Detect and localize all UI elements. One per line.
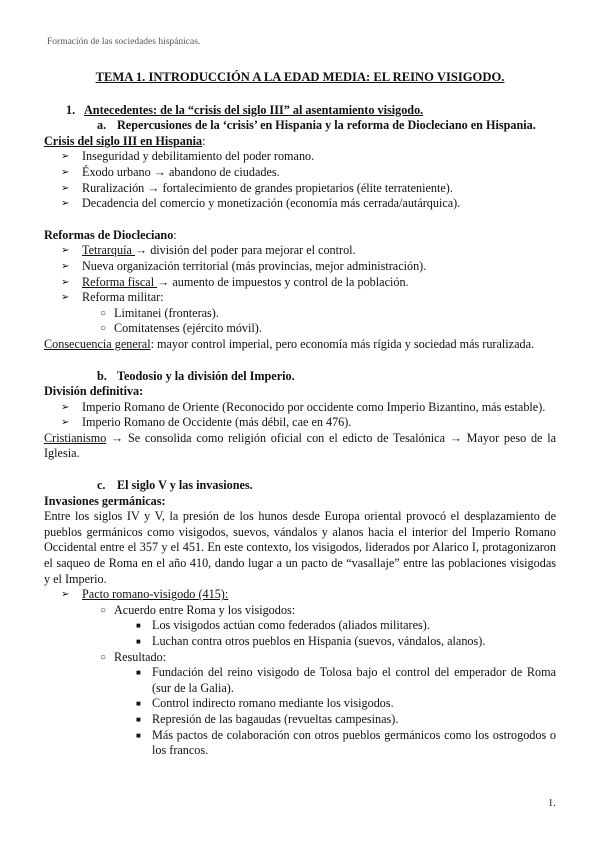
- section-1-text: Antecedentes: de la “crisis del siglo III” al asentamiento visigodo.: [84, 102, 424, 117]
- reformas-heading: [44, 228, 556, 244]
- cristianismo-line: [44, 431, 556, 462]
- subsection-c-title: El siglo V y las invasiones.: [117, 478, 253, 493]
- page-title: TEMA 1. INTRODUCCIÓN A LA EDAD MEDIA: EL REINO VISIGODO.: [95, 70, 505, 84]
- arrow-bullet-icon: ➢: [61, 245, 70, 257]
- list-item: ➢ Ruralización → fortalecimiento de grandes propietarios (élite terrateniente).: [61, 180, 453, 195]
- list-item: ➢ Imperio Romano de Oriente (Reconocido por occidente como Imperio Bizantino, más estable).: [61, 399, 546, 414]
- square-bullet-icon: ■: [136, 699, 141, 709]
- list-item: ■ Más pactos de colaboración con otros pueblos germánicos como los ostrogodos o los francos.: [136, 727, 556, 758]
- cristianismo-text: → Se consolida como religión oficial con el edicto de Tesalónica → Mayor peso de la Iglesia.: [44, 430, 556, 461]
- subsection-c-heading: [97, 478, 556, 494]
- division-heading: División definitiva:: [44, 384, 144, 399]
- arrow-bullet-icon: ➢: [61, 151, 70, 163]
- document-body: [44, 70, 556, 759]
- page-header: Formación de las sociedades hispánicas.: [47, 37, 201, 47]
- crisis-heading: [44, 134, 556, 150]
- square-bullet-icon: ■: [136, 621, 141, 631]
- list-item: ■ Represión de las bagaudas (revueltas campesinas).: [136, 711, 399, 726]
- subsection-b-heading: [97, 369, 556, 385]
- list-item: ➢ Inseguridad y debilitamiento del poder romano.: [61, 149, 315, 164]
- list-item: ○ Limitanei (fronteras).: [100, 305, 219, 320]
- cristianismo-label: Cristianismo: [44, 430, 107, 445]
- consecuencia-label: Consecuencia general: [44, 336, 151, 351]
- subsection-c-letter: c.: [97, 478, 106, 493]
- invasiones-heading: Invasiones germánicas:: [44, 493, 166, 508]
- section-1-number: 1.: [66, 102, 76, 117]
- arrow-bullet-icon: ➢: [61, 260, 70, 272]
- list-item: ○ Resultado:: [100, 649, 167, 664]
- list-item: ○ Comitatenses (ejército móvil).: [100, 321, 262, 336]
- reformas-heading-text: Reformas de Diocleciano: [44, 227, 174, 242]
- circle-bullet-icon: ○: [100, 651, 107, 663]
- list-item: ■ Los visigodos actúan como federados (aliados militares).: [136, 618, 430, 633]
- list-item: ➢ Decadencia del comercio y monetización (economía más cerrada/autárquica).: [61, 196, 461, 211]
- crisis-heading-suffix: :: [202, 133, 206, 148]
- list-item: ➢ Reforma fiscal → aumento de impuestos y control de la población.: [61, 274, 409, 289]
- arrow-bullet-icon: ➢: [61, 401, 70, 413]
- section-1-heading: [66, 103, 556, 119]
- arrow-bullet-icon: ➢: [61, 589, 70, 601]
- list-item: ■ Control indirecto romano mediante los visigodos.: [136, 696, 394, 711]
- arrow-bullet-icon: ➢: [61, 198, 70, 210]
- arrow-bullet-icon: ➢: [61, 182, 70, 194]
- subsection-b-letter: b.: [97, 368, 107, 383]
- circle-bullet-icon: ○: [100, 307, 107, 319]
- square-bullet-icon: ■: [136, 668, 141, 678]
- square-bullet-icon: ■: [136, 714, 141, 724]
- page-number: 1.: [548, 798, 556, 809]
- arrow-bullet-icon: ➢: [61, 166, 70, 178]
- list-item: ➢ Nueva organización territorial (más provincias, mejor administración).: [61, 258, 427, 273]
- square-bullet-icon: ■: [136, 730, 141, 740]
- arrow-bullet-icon: ➢: [61, 417, 70, 429]
- list-item: ○ Acuerdo entre Roma y los visigodos:: [100, 602, 296, 617]
- reformas-heading-suffix: :: [173, 227, 177, 242]
- subsection-a-heading: [97, 118, 556, 134]
- consecuencia-line: [44, 337, 556, 353]
- list-item: ➢ Imperio Romano de Occidente (más débil, cae en 476).: [61, 415, 352, 430]
- pacto-label: Pacto romano-visigodo (415):: [82, 587, 229, 602]
- subsection-b-title: Teodosio y la división del Imperio.: [117, 368, 295, 383]
- list-item: [44, 587, 556, 603]
- subsection-a-letter: a.: [97, 118, 107, 133]
- crisis-heading-text: Crisis del siglo III en Hispania: [44, 133, 203, 148]
- arrow-bullet-icon: ➢: [61, 292, 70, 304]
- list-item: ➢ Éxodo urbano → abandono de ciudades.: [61, 164, 280, 179]
- consecuencia-text: : mayor control imperial, pero economía más rígida y sociedad más ruralizada.: [150, 336, 535, 351]
- list-item: ■ Luchan contra otros pueblos en Hispania (suevos, vándalos, alanos).: [136, 634, 486, 648]
- invasiones-paragraph: Entre los siglos IV y V, la presión de los hunos desde Europa oriental provocó el desplazamiento de pueblos germánicos como visigodos, suevos, vándalos y alanos hacia el interior del Imperio Romano Occidental entre el 357 y el 451. En este contexto, los visigodos, liderados por Alarico I, protagonizaron el saqueo de Roma en el año 410, dando lugar a un pacto de “vasallaje” entre las poblaciones visigodas y el Imperio.: [44, 509, 556, 586]
- arrow-bullet-icon: ➢: [61, 276, 70, 288]
- subsection-a-title: Repercusiones de la ‘crisis’ en Hispania y la reforma de Diocleciano en Hispania.: [117, 118, 536, 133]
- list-item: ■ Fundación del reino visigodo de Tolosa bajo el control del emperador de Roma (sur de la Galia).: [136, 665, 556, 695]
- list-item: ➢ Tetrarquía → división del poder para mejorar el control.: [61, 243, 356, 258]
- list-item: ➢ Reforma militar:: [61, 290, 164, 305]
- circle-bullet-icon: ○: [100, 323, 107, 335]
- square-bullet-icon: ■: [136, 637, 141, 646]
- circle-bullet-icon: ○: [100, 604, 107, 616]
